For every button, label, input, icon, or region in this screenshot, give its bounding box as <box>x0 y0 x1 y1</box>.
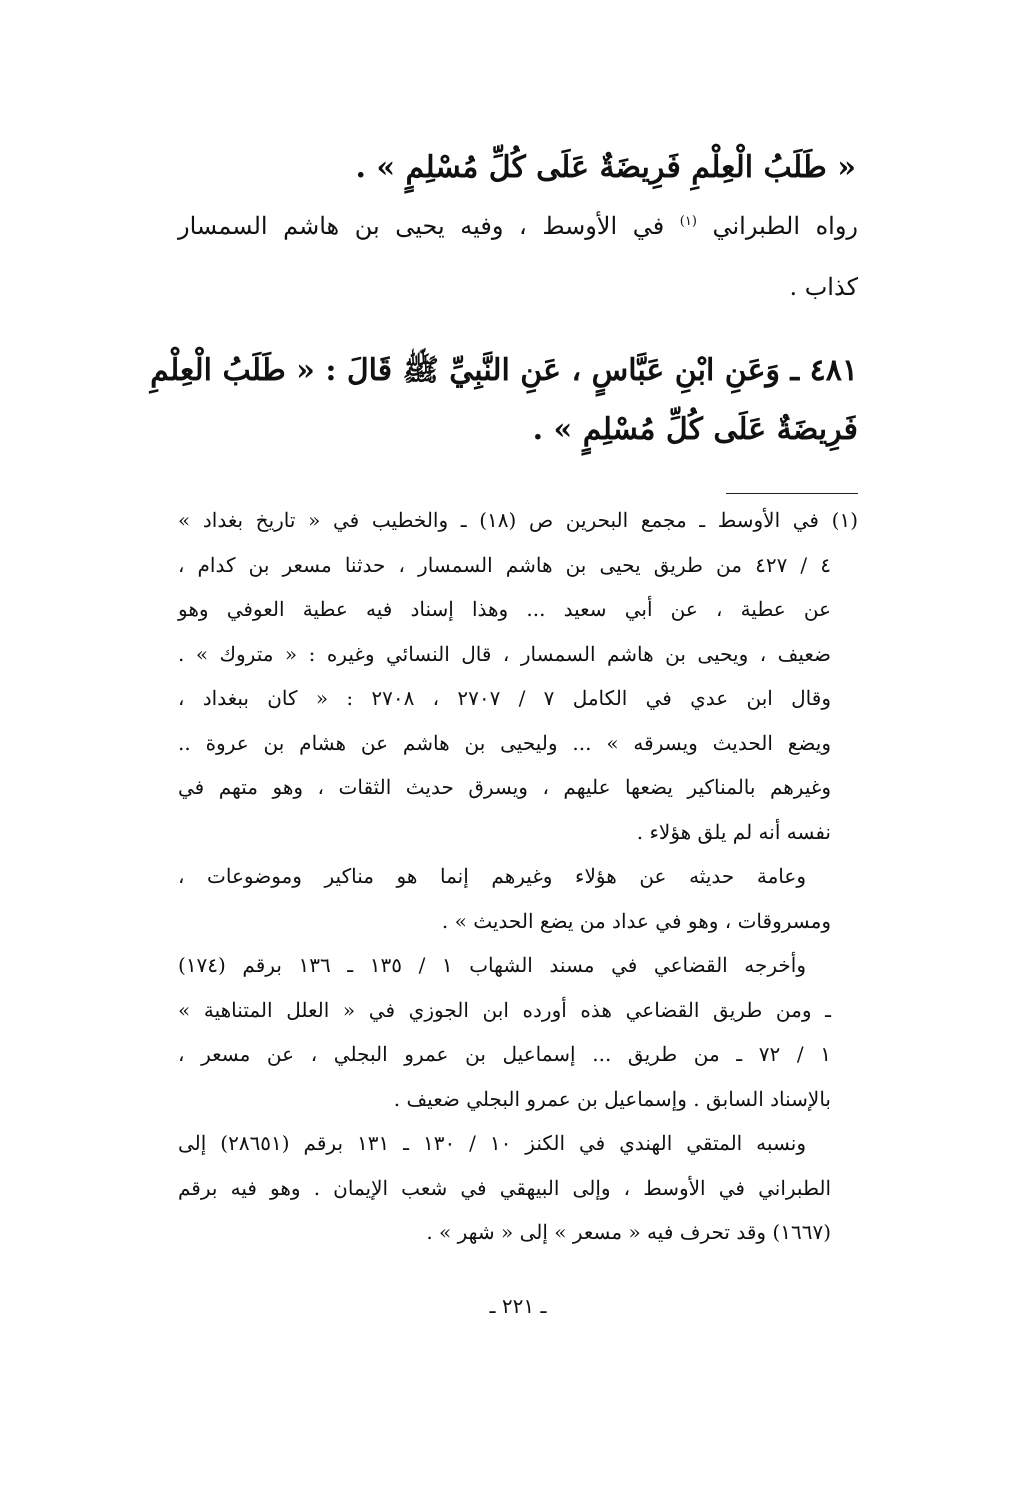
footnote-line <box>178 1176 831 1200</box>
footnote-line-text: ونسبه المتقي الهندي في الكنز ١٠ / ١٣٠ ـ ١٣١ برقم (٢٨٦٥١) إلى <box>178 1131 807 1155</box>
footnote-line <box>178 686 831 710</box>
footnote-line <box>178 553 831 577</box>
footnote-line-text: وأخرجه القضاعي في مسند الشهاب ١ / ١٣٥ ـ ١٣٦ برقم (١٧٤) <box>178 953 807 977</box>
page-number: ـ ٢٢١ ـ <box>489 1294 547 1318</box>
footnote-line-text: ١ / ٧٢ ـ من طريق ... إسماعيل بن عمرو البجلي ، عن مسعر ، <box>178 1042 831 1066</box>
footnote-line-text: (١) في الأوسط ـ مجمع البحرين ص (١٨) ـ والخطيب في « تاريخ بغداد » <box>178 508 858 532</box>
hadith-481-text-1: ٤٨١ ـ وَعَنِ ابْنِ عَبَّاسٍ ، عَنِ النَّبِيِّ ﷺ قَالَ : « طَلَبُ الْعِلْمِ <box>150 353 858 388</box>
footnote-line <box>330 909 831 933</box>
hadith-481-text-2: فَرِيضَةٌ عَلَى كُلِّ مُسْلِمٍ » . <box>532 412 858 447</box>
footnote-line-text: وغيرهم بالمناكير يضعها عليهم ، ويسرق حديث الثقات ، وهو متهم في <box>178 775 831 799</box>
hadith-481-line-1 <box>150 352 858 395</box>
hadith-quote-line <box>160 150 856 185</box>
footnote-separator <box>726 493 858 494</box>
footnote-line-text: وقال ابن عدي في الكامل ٧ / ٢٧٠٧ ، ٢٧٠٨ : « كان ببغداد ، <box>178 686 831 710</box>
footnote-line-text: وعامة حديثه عن هؤلاء وغيرهم إنما هو مناكير وموضوعات ، <box>178 864 806 888</box>
narration-text-b: في الأوسط ، وفيه يحيى بن هاشم السمسار <box>178 212 665 240</box>
footnote-line-text: ضعيف ، ويحيى بن هاشم السمسار ، قال النسائي وغيره : « متروك » . <box>178 641 831 666</box>
footnote-line <box>178 597 831 621</box>
narration-text-2: كذاب . <box>789 273 858 301</box>
footnote-line <box>178 508 858 532</box>
footnote-line-text: ومسروقات ، وهو في عداد من يضع الحديث » . <box>441 908 831 933</box>
hadith-quote-text: « طَلَبُ الْعِلْمِ فَرِيضَةٌ عَلَى كُلِّ مُسْلِمٍ » . <box>355 150 856 185</box>
footnote-line-text: عن عطية ، عن أبي سعيد ... وهذا إسناد فيه عطية العوفي وهو <box>178 597 831 621</box>
footnote-line-text: ويضع الحديث ويسرقه » ... وليحيى بن هاشم عن هشام بن عروة .. <box>178 730 831 755</box>
footnote-line <box>178 998 831 1022</box>
footnote-line <box>310 1087 831 1111</box>
narration-line-2 <box>160 273 858 301</box>
footnote-line-text: (١٦٦٧) وقد تحرف فيه « مسعر » إلى « شهر » . <box>426 1220 831 1244</box>
footnote-line-text: الطبراني في الأوسط ، وإلى البيهقي في شعب الإيمان . وهو فيه برقم <box>178 1175 831 1200</box>
footnote-marker: (١) <box>679 214 697 229</box>
footnote-line <box>178 775 831 799</box>
footnote-line <box>178 642 831 666</box>
footnote-line <box>178 1131 806 1155</box>
footnote-line-text: نفسه أنه لم يلق هؤلاء . <box>636 819 831 844</box>
footnote-line <box>500 820 831 844</box>
footnote-line-text: ٤ / ٤٢٧ من طريق يحيى بن هاشم السمسار ، حدثنا مسعر بن كدام ، <box>178 552 831 577</box>
narration-line-1 <box>178 212 858 240</box>
hadith-481-line-2 <box>160 412 858 447</box>
footnote-line <box>426 1220 831 1244</box>
footnote-line <box>178 864 806 888</box>
footnote-line <box>178 1042 831 1066</box>
footnote-line <box>178 953 806 977</box>
footnote-line-text: بالإسناد السابق . وإسماعيل بن عمرو البجلي ضعيف . <box>393 1086 831 1111</box>
narration-text-a: رواه الطبراني <box>712 212 858 240</box>
footnote-line <box>178 731 831 755</box>
footnote-line-text: ـ ومن طريق القضاعي هذه أورده ابن الجوزي في « العلل المتناهية » <box>178 997 831 1022</box>
